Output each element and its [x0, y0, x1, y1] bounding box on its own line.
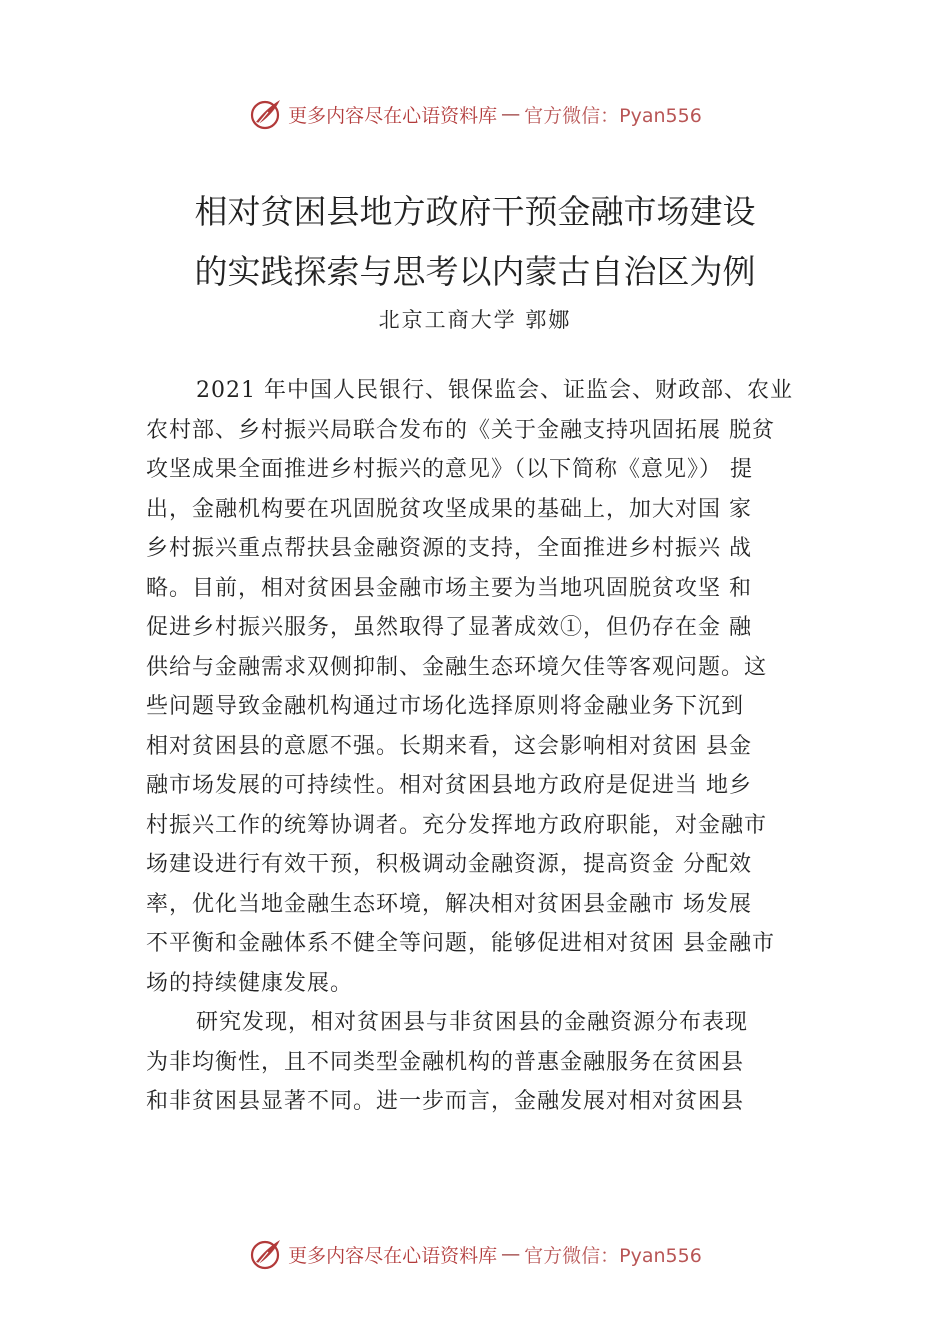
watermark-separator: —: [501, 1243, 521, 1265]
paragraph-1-line: 促进乡村振兴服务，虽然取得了显著成效①，但仍存在金 融: [146, 615, 752, 640]
watermark-wechat: 官方微信：Pyan556: [524, 104, 702, 127]
title-line-1: 相对贫困县地方政府干预金融市场建设: [194, 192, 756, 231]
paragraph-2-line: 为非均衡性，且不同类型金融机构的普惠金融服务在贫困县: [146, 1049, 745, 1075]
paragraph-1-line: 略。目前，相对贫困县金融市场主要为当地巩固脱贫攻坚 和: [146, 575, 752, 601]
paragraph-1-line: 些问题导致金融机构通过市场化选择原则将金融业务下沉到: [146, 694, 745, 719]
watermark-text: 更多内容尽在心语资料库: [288, 1244, 498, 1267]
watermark-header: [0, 96, 950, 132]
paragraph-1-line: 率，优化当地金融生态环境，解决相对贫困县金融市 场发展: [146, 891, 752, 917]
quill-pen-logo-icon: [248, 96, 284, 132]
paragraph-1-line: 2021 年中国人民银行、银保监会、证监会、财政部、农业: [196, 378, 793, 403]
paragraph-1-line: 不平衡和金融体系不健全等问题，能够促进相对贫困 县金融市: [146, 931, 775, 956]
paragraph-1-line: 融市场发展的可持续性。相对贫困县地方政府是促进当 地乡: [146, 773, 752, 798]
watermark-footer: [0, 1236, 950, 1272]
paragraph-2-line: 研究发现，相对贫困县与非贫困县的金融资源分布表现: [196, 1010, 749, 1035]
paragraph-1-line: 供给与金融需求双侧抑制、金融生态环境欠佳等客观问题。这: [146, 654, 768, 680]
paragraph-1-line: 村振兴工作的统筹协调者。充分发挥地方政府职能，对金融市: [146, 812, 768, 838]
watermark-separator: —: [501, 103, 521, 125]
paragraph-1-line: 出，金融机构要在巩固脱贫攻坚成果的基础上，加大对国 家: [146, 496, 752, 522]
watermark-wechat: 官方微信：Pyan556: [524, 1244, 702, 1267]
paragraph-1-line: 场的持续健康发展。: [146, 970, 354, 996]
paragraph-1-line: 场建设进行有效干预，积极调动金融资源，提高资金 分配效: [146, 852, 752, 877]
title-line-2: 的实践探索与思考以内蒙古自治区为例: [194, 252, 756, 291]
paragraph-1-line: 相对贫困县的意愿不强。长期来看，这会影响相对贫困 县金: [146, 733, 752, 759]
author-byline: 北京工商大学 郭娜: [378, 308, 572, 332]
watermark-text: 更多内容尽在心语资料库: [288, 104, 498, 127]
paragraph-1-line: 乡村振兴重点帮扶县金融资源的支持，全面推进乡村振兴 战: [146, 536, 752, 561]
quill-pen-logo-icon: [248, 1236, 284, 1272]
article-body: [146, 371, 836, 1122]
paragraph-2-line: 和非贫困县显著不同。进一步而言，金融发展对相对贫困县: [146, 1089, 745, 1114]
page-title: [0, 182, 950, 302]
paragraph-1-line: 攻坚成果全面推进乡村振兴的意见》（以下简称《意见》） 提: [146, 457, 753, 482]
paragraph-1-line: 农村部、乡村振兴局联合发布的《关于金融支持巩固拓展 脱贫: [146, 417, 775, 443]
